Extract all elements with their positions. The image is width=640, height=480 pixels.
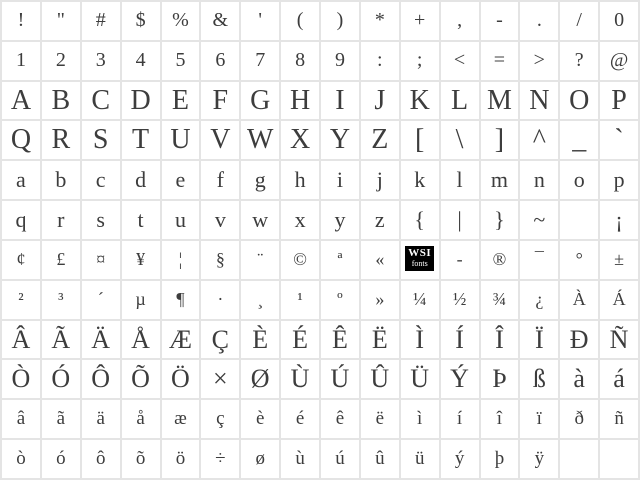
glyph-cell: P xyxy=(600,82,638,120)
glyph-cell: Â xyxy=(2,321,40,359)
glyph-cell: º xyxy=(321,281,359,319)
glyph-cell: ~ xyxy=(520,201,558,239)
glyph-cell: ¾ xyxy=(481,281,519,319)
glyph-cell: Ø xyxy=(241,360,279,398)
glyph-cell: Ä xyxy=(82,321,120,359)
glyph-cell: í xyxy=(441,400,479,438)
glyph-cell: É xyxy=(281,321,319,359)
glyph-cell: g xyxy=(241,161,279,199)
glyph-cell: ¤ xyxy=(82,241,120,279)
glyph-cell: ú xyxy=(321,440,359,478)
glyph-cell: Z xyxy=(361,121,399,159)
glyph-cell: / xyxy=(560,2,598,40)
glyph-cell: O xyxy=(560,82,598,120)
glyph-cell: ª xyxy=(321,241,359,279)
glyph-cell: « xyxy=(361,241,399,279)
glyph-cell: à xyxy=(560,360,598,398)
glyph-cell: ë xyxy=(361,400,399,438)
glyph-cell: b xyxy=(42,161,80,199)
glyph-cell: þ xyxy=(481,440,519,478)
glyph-cell: h xyxy=(281,161,319,199)
empty-cell xyxy=(401,241,439,279)
glyph-cell: ç xyxy=(201,400,239,438)
glyph-cell: ! xyxy=(2,2,40,40)
glyph-cell: 5 xyxy=(162,42,200,80)
glyph-cell: ð xyxy=(560,400,598,438)
glyph-cell: d xyxy=(122,161,160,199)
empty-cell xyxy=(560,440,598,478)
glyph-cell: , xyxy=(441,2,479,40)
glyph-cell: Ê xyxy=(321,321,359,359)
glyph-cell: © xyxy=(281,241,319,279)
glyph-cell: W xyxy=(241,121,279,159)
glyph-cell: < xyxy=(441,42,479,80)
glyph-cell: z xyxy=(361,201,399,239)
glyph-cell: ^ xyxy=(520,121,558,159)
glyph-cell: > xyxy=(520,42,558,80)
glyph-cell: ¯ xyxy=(520,241,558,279)
glyph-cell: q xyxy=(2,201,40,239)
glyph-cell: Ù xyxy=(281,360,319,398)
glyph-cell: » xyxy=(361,281,399,319)
glyph-cell: Ö xyxy=(162,360,200,398)
glyph-cell: U xyxy=(162,121,200,159)
glyph-cell: Ñ xyxy=(600,321,638,359)
glyph-cell: µ xyxy=(122,281,160,319)
glyph-cell: § xyxy=(201,241,239,279)
glyph-cell: ( xyxy=(281,2,319,40)
glyph-cell: Ð xyxy=(560,321,598,359)
glyph-cell: ä xyxy=(82,400,120,438)
glyph-cell: Ï xyxy=(520,321,558,359)
glyph-cell: Õ xyxy=(122,360,160,398)
glyph-cell: + xyxy=(401,2,439,40)
glyph-cell: ´ xyxy=(82,281,120,319)
glyph-cell: Î xyxy=(481,321,519,359)
glyph-cell: o xyxy=(560,161,598,199)
glyph-cell: ° xyxy=(560,241,598,279)
glyph-cell: 7 xyxy=(241,42,279,80)
glyph-cell: T xyxy=(122,121,160,159)
glyph-cell: Ë xyxy=(361,321,399,359)
glyph-cell: p xyxy=(600,161,638,199)
glyph-cell: ³ xyxy=(42,281,80,319)
glyph-cell: Q xyxy=(2,121,40,159)
glyph-cell: F xyxy=(201,82,239,120)
glyph-cell: E xyxy=(162,82,200,120)
glyph-cell: ) xyxy=(321,2,359,40)
glyph-cell: ? xyxy=(560,42,598,80)
glyph-cell: x xyxy=(281,201,319,239)
glyph-cell: õ xyxy=(122,440,160,478)
glyph-cell: ® xyxy=(481,241,519,279)
glyph-cell: ÿ xyxy=(520,440,558,478)
glyph-cell: À xyxy=(560,281,598,319)
glyph-cell: å xyxy=(122,400,160,438)
glyph-cell: y xyxy=(321,201,359,239)
glyph-cell: s xyxy=(82,201,120,239)
glyph-cell: k xyxy=(401,161,439,199)
glyph-cell: N xyxy=(520,82,558,120)
glyph-cell: K xyxy=(401,82,439,120)
glyph-cell: Ô xyxy=(82,360,120,398)
glyph-cell: ¥ xyxy=(122,241,160,279)
glyph-cell: ` xyxy=(600,121,638,159)
glyph-cell: ó xyxy=(42,440,80,478)
glyph-cell: ÷ xyxy=(201,440,239,478)
glyph-cell: â xyxy=(2,400,40,438)
glyph-cell: G xyxy=(241,82,279,120)
glyph-cell: Ò xyxy=(2,360,40,398)
glyph-cell: f xyxy=(201,161,239,199)
glyph-cell: Ç xyxy=(201,321,239,359)
glyph-cell: a xyxy=(2,161,40,199)
glyph-cell: e xyxy=(162,161,200,199)
glyph-cell: u xyxy=(162,201,200,239)
glyph-cell: n xyxy=(520,161,558,199)
glyph-cell: ½ xyxy=(441,281,479,319)
glyph-cell: á xyxy=(600,360,638,398)
glyph-cell: _ xyxy=(560,121,598,159)
glyph-cell: C xyxy=(82,82,120,120)
glyph-cell: v xyxy=(201,201,239,239)
glyph-cell: w xyxy=(241,201,279,239)
glyph-cell: = xyxy=(481,42,519,80)
glyph-cell: · xyxy=(201,281,239,319)
glyph-cell: * xyxy=(361,2,399,40)
glyph-cell: ¼ xyxy=(401,281,439,319)
glyph-cell: ¢ xyxy=(2,241,40,279)
glyph-cell: ¦ xyxy=(162,241,200,279)
glyph-cell: î xyxy=(481,400,519,438)
wsi-fonts-logo xyxy=(405,246,434,271)
glyph-cell: S xyxy=(82,121,120,159)
glyph-cell: D xyxy=(122,82,160,120)
glyph-cell: % xyxy=(162,2,200,40)
glyph-cell: \ xyxy=(441,121,479,159)
glyph-cell: ê xyxy=(321,400,359,438)
glyph-cell: : xyxy=(361,42,399,80)
glyph-cell: @ xyxy=(600,42,638,80)
glyph-cell: i xyxy=(321,161,359,199)
glyph-cell: - xyxy=(481,2,519,40)
glyph-cell: ] xyxy=(481,121,519,159)
glyph-cell: ø xyxy=(241,440,279,478)
glyph-cell: Ó xyxy=(42,360,80,398)
glyph-cell: ² xyxy=(2,281,40,319)
glyph-cell: è xyxy=(241,400,279,438)
glyph-cell: Ã xyxy=(42,321,80,359)
glyph-cell: ß xyxy=(520,360,558,398)
glyph-cell: | xyxy=(441,201,479,239)
glyph-cell: 8 xyxy=(281,42,319,80)
glyph-cell: ô xyxy=(82,440,120,478)
glyph-cell: ¨ xyxy=(241,241,279,279)
glyph-cell: " xyxy=(42,2,80,40)
glyph-cell: M xyxy=(481,82,519,120)
glyph-cell: 0 xyxy=(600,2,638,40)
glyph-cell: Ì xyxy=(401,321,439,359)
glyph-cell: ¹ xyxy=(281,281,319,319)
glyph-cell: I xyxy=(321,82,359,120)
glyph-cell: ý xyxy=(441,440,479,478)
glyph-cell: Å xyxy=(122,321,160,359)
glyph-cell: A xyxy=(2,82,40,120)
glyph-cell: Í xyxy=(441,321,479,359)
glyph-cell: l xyxy=(441,161,479,199)
glyph-cell: B xyxy=(42,82,80,120)
glyph-cell: Ü xyxy=(401,360,439,398)
glyph-cell: 4 xyxy=(122,42,160,80)
glyph-cell: ñ xyxy=(600,400,638,438)
glyph-cell: 9 xyxy=(321,42,359,80)
glyph-cell: Á xyxy=(600,281,638,319)
wsi-logo-line2: fonts xyxy=(411,259,428,269)
glyph-cell: m xyxy=(481,161,519,199)
glyph-cell: ï xyxy=(520,400,558,438)
glyph-cell: J xyxy=(361,82,399,120)
glyph-cell: . xyxy=(520,2,558,40)
glyph-cell: # xyxy=(82,2,120,40)
glyph-cell: û xyxy=(361,440,399,478)
glyph-cell: × xyxy=(201,360,239,398)
glyph-cell: ± xyxy=(600,241,638,279)
glyph-cell: é xyxy=(281,400,319,438)
wsi-logo-line1: WSI xyxy=(408,247,432,260)
empty-cell xyxy=(600,440,638,478)
glyph-cell: } xyxy=(481,201,519,239)
glyph-cell: Ú xyxy=(321,360,359,398)
glyph-cell: ù xyxy=(281,440,319,478)
glyph-cell: È xyxy=(241,321,279,359)
glyph-cell: 3 xyxy=(82,42,120,80)
glyph-cell: ò xyxy=(2,440,40,478)
glyph-cell: ' xyxy=(241,2,279,40)
glyph-cell: ¡ xyxy=(600,201,638,239)
glyph-cell: 6 xyxy=(201,42,239,80)
glyph-cell: Y xyxy=(321,121,359,159)
empty-cell xyxy=(560,201,598,239)
glyph-cell: æ xyxy=(162,400,200,438)
glyph-cell: 2 xyxy=(42,42,80,80)
glyph-cell: ¿ xyxy=(520,281,558,319)
glyph-cell: £ xyxy=(42,241,80,279)
glyph-cell: { xyxy=(401,201,439,239)
glyph-cell: V xyxy=(201,121,239,159)
glyph-cell: ; xyxy=(401,42,439,80)
glyph-cell: Þ xyxy=(481,360,519,398)
glyph-cell: R xyxy=(42,121,80,159)
glyph-cell: Ý xyxy=(441,360,479,398)
glyph-cell: ü xyxy=(401,440,439,478)
glyph-cell: c xyxy=(82,161,120,199)
glyph-cell: Æ xyxy=(162,321,200,359)
glyph-cell: [ xyxy=(401,121,439,159)
glyph-cell: $ xyxy=(122,2,160,40)
glyph-cell: Û xyxy=(361,360,399,398)
glyph-cell: X xyxy=(281,121,319,159)
glyph-cell: ì xyxy=(401,400,439,438)
glyph-cell: L xyxy=(441,82,479,120)
glyph-cell: ã xyxy=(42,400,80,438)
glyph-cell: 1 xyxy=(2,42,40,80)
glyph-cell: r xyxy=(42,201,80,239)
glyph-cell: H xyxy=(281,82,319,120)
glyph-cell: t xyxy=(122,201,160,239)
glyph-cell: ¶ xyxy=(162,281,200,319)
glyph-cell: ¸ xyxy=(241,281,279,319)
glyph-cell: ö xyxy=(162,440,200,478)
glyph-cell: & xyxy=(201,2,239,40)
glyph-cell: j xyxy=(361,161,399,199)
glyph-cell: - xyxy=(441,241,479,279)
